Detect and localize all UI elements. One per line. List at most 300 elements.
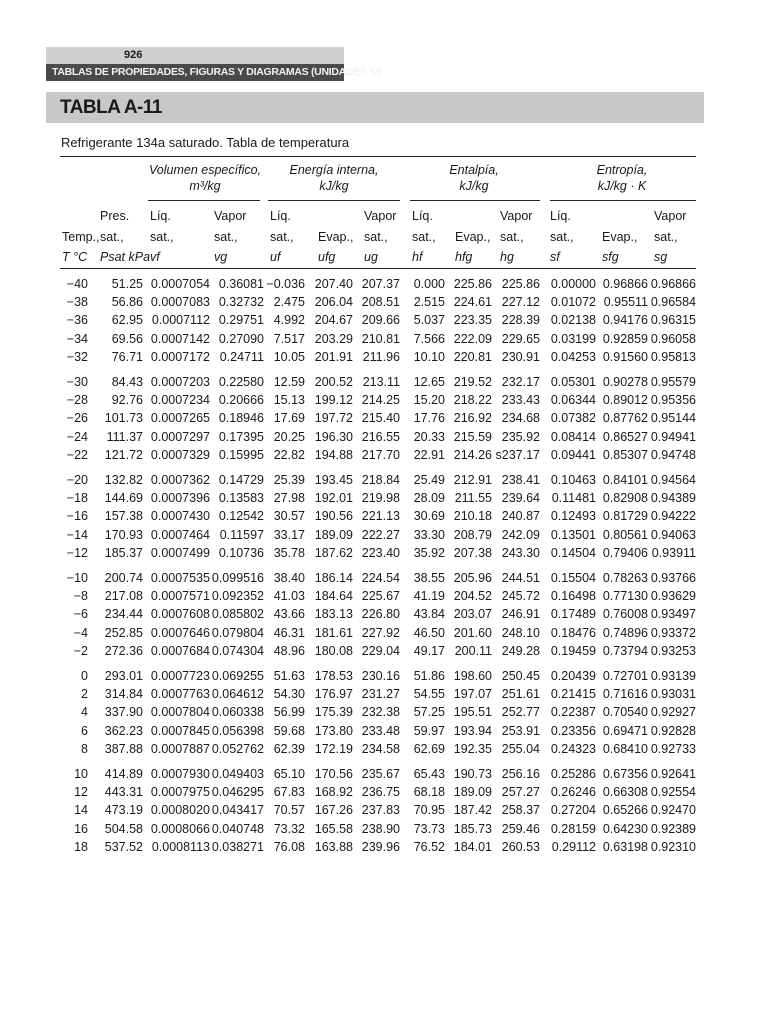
cell-vg: 0.079804 xyxy=(211,625,264,640)
cell-uf: −0.036 xyxy=(266,277,305,291)
cell-sg: 0.92310 xyxy=(650,839,696,854)
cell-uf: 56.99 xyxy=(273,705,305,720)
cell-sfg: 0.74896 xyxy=(602,625,648,640)
cell-vg: 0.32732 xyxy=(218,295,264,310)
cell-sg: 0.96584 xyxy=(650,295,696,310)
cell-ufg: 193.45 xyxy=(314,473,353,487)
cell-temp: 18 xyxy=(74,839,88,854)
page-number: 926 xyxy=(124,49,143,61)
cell-sf: 0.03199 xyxy=(550,331,596,346)
cell-sg: 0.96866 xyxy=(650,277,696,291)
group-entropy-units: kJ/kg · K xyxy=(597,179,647,193)
cell-hf: 51.86 xyxy=(413,669,445,683)
cell-temp: −12 xyxy=(66,545,88,560)
cell-hf: 17.76 xyxy=(413,411,445,426)
group-volume-rule xyxy=(148,200,260,201)
cell-uf: 67.83 xyxy=(273,785,305,800)
cell-hfg: 192.35 xyxy=(453,741,492,756)
header-sg-line2: sat., xyxy=(654,230,678,244)
header-uf-line1: Líq. xyxy=(270,209,291,223)
cell-sg: 0.92641 xyxy=(650,767,696,781)
cell-hfg: 189.09 xyxy=(453,785,492,800)
cell-vg: 0.12542 xyxy=(218,509,264,524)
cell-hf: 35.92 xyxy=(413,545,445,560)
cell-hg: 240.87 xyxy=(501,509,540,524)
header-hf-line1: Líq. xyxy=(412,209,433,223)
cell-hfg: 185.73 xyxy=(453,821,492,836)
cell-ug: 227.92 xyxy=(361,625,400,640)
cell-vf: 0.0007329 xyxy=(150,447,210,462)
cell-hf: 15.20 xyxy=(413,393,445,408)
cell-hfg: 204.52 xyxy=(453,589,492,604)
cell-sf: 0.11481 xyxy=(551,491,596,506)
cell-vf: 0.0007265 xyxy=(150,411,210,426)
cell-ufg: 170.56 xyxy=(314,767,353,781)
cell-sg: 0.93372 xyxy=(650,625,696,640)
cell-sfg: 0.91560 xyxy=(602,349,648,364)
cell-hfg: 205.96 xyxy=(453,571,492,585)
cell-hg: 239.64 xyxy=(501,491,540,506)
header-ug-symbol: ug xyxy=(364,250,378,264)
cell-hg: 258.37 xyxy=(501,803,540,818)
cell-ug: 224.54 xyxy=(361,571,400,585)
cell-temp: −8 xyxy=(73,589,88,604)
cell-sfg: 0.71616 xyxy=(602,687,648,702)
cell-hfg: 200.11 xyxy=(454,643,492,658)
cell-sfg: 0.77130 xyxy=(602,589,648,604)
group-enthalpy xyxy=(408,162,540,194)
cell-ufg: 181.61 xyxy=(314,625,353,640)
cell-pressure: 473.19 xyxy=(104,803,143,818)
header-temp-symbol: T °C xyxy=(62,250,88,264)
cell-temp: 4 xyxy=(81,705,88,720)
cell-sg: 0.95813 xyxy=(650,349,696,364)
cell-sf: 0.14504 xyxy=(550,545,596,560)
cell-hfg: 225.86 xyxy=(453,277,492,291)
cell-hf: 22.91 xyxy=(413,447,445,462)
cell-sfg: 0.78263 xyxy=(602,571,648,585)
cell-vf: 0.0008113 xyxy=(151,839,210,854)
cell-hg: 244.51 xyxy=(501,571,540,585)
cell-temp: −10 xyxy=(66,571,88,585)
cell-sf: 0.26246 xyxy=(550,785,596,800)
cell-vg: 0.064612 xyxy=(211,687,264,702)
cell-pressure: 217.08 xyxy=(104,589,143,604)
cell-ufg: 168.92 xyxy=(314,785,353,800)
cell-temp: −28 xyxy=(66,393,88,408)
cell-sf: 0.08414 xyxy=(550,429,596,444)
cell-temp: −34 xyxy=(66,331,88,346)
cell-sg: 0.96058 xyxy=(650,331,696,346)
cell-hf: 62.69 xyxy=(413,741,445,756)
cell-sg: 0.93253 xyxy=(650,643,696,658)
group-energy-units: kJ/kg xyxy=(319,179,349,193)
cell-vg: 0.092352 xyxy=(211,589,264,604)
cell-hg: 227.12 xyxy=(501,295,540,310)
cell-sg: 0.94941 xyxy=(650,429,696,444)
cell-sf: 0.25286 xyxy=(550,767,596,781)
cell-ug: 213.11 xyxy=(362,375,400,389)
cell-hg: 242.09 xyxy=(501,527,540,542)
cell-vg: 0.052762 xyxy=(211,741,264,756)
group-energy xyxy=(266,162,402,194)
header-temp-line2: Temp., xyxy=(62,230,100,244)
table-label-band xyxy=(46,92,704,123)
cell-sfg: 0.96866 xyxy=(602,277,648,291)
group-volume xyxy=(146,162,264,194)
cell-ug: 232.38 xyxy=(361,705,400,720)
cell-ug: 219.98 xyxy=(361,491,400,506)
cell-pressure: 537.52 xyxy=(104,839,143,854)
header-ufg-symbol: ufg xyxy=(318,250,336,264)
cell-temp: 16 xyxy=(74,821,88,836)
cell-ufg: 199.12 xyxy=(314,393,353,408)
cell-sf: 0.19459 xyxy=(550,643,596,658)
cell-ug: 210.81 xyxy=(361,331,400,346)
cell-ufg: 186.14 xyxy=(314,571,353,585)
cell-vf: 0.0007297 xyxy=(150,429,210,444)
header-vg-line2: sat., xyxy=(214,230,238,244)
cell-pressure: 51.25 xyxy=(111,277,143,291)
header-ug-line1: Vapor xyxy=(364,209,397,223)
cell-hg: 246.91 xyxy=(501,607,540,622)
cell-uf: 70.57 xyxy=(273,803,305,818)
group-entropy-rule xyxy=(550,200,696,201)
cell-pressure: 92.76 xyxy=(111,393,143,408)
cell-sfg: 0.84101 xyxy=(602,473,648,487)
cell-hfg: 207.38 xyxy=(453,545,492,560)
cell-pressure: 121.72 xyxy=(104,447,143,462)
cell-ug: 239.96 xyxy=(361,839,400,854)
cell-ufg: 200.52 xyxy=(314,375,353,389)
cell-pressure: 252.85 xyxy=(104,625,143,640)
cell-ug: 214.25 xyxy=(361,393,400,408)
cell-ug: 208.51 xyxy=(361,295,400,310)
cell-temp: −40 xyxy=(66,277,88,291)
cell-sf: 0.05301 xyxy=(550,375,596,389)
cell-uf: 51.63 xyxy=(273,669,305,683)
cell-sfg: 0.82908 xyxy=(602,491,648,506)
cell-vf: 0.0007535 xyxy=(150,571,210,585)
cell-vf: 0.0007142 xyxy=(150,331,210,346)
cell-sg: 0.93911 xyxy=(651,545,696,560)
cell-ug: 211.96 xyxy=(362,349,400,364)
cell-hf: 59.97 xyxy=(413,723,445,738)
cell-sfg: 0.73794 xyxy=(602,643,648,658)
cell-vg: 0.069255 xyxy=(211,669,264,683)
cell-ufg: 184.64 xyxy=(314,589,353,604)
cell-sfg: 0.81729 xyxy=(602,509,648,524)
cell-uf: 59.68 xyxy=(273,723,305,738)
cell-vg: 0.085802 xyxy=(211,607,264,622)
cell-sf: 0.15504 xyxy=(550,571,596,585)
cell-temp: 0 xyxy=(81,669,88,683)
cell-sfg: 0.67356 xyxy=(602,767,648,781)
cell-vf: 0.0007499 xyxy=(150,545,210,560)
header-hg-symbol: hg xyxy=(500,250,514,264)
cell-uf: 76.08 xyxy=(273,839,305,854)
cell-ug: 229.04 xyxy=(361,643,400,658)
header-sg-line1: Vapor xyxy=(654,209,687,223)
cell-temp: 2 xyxy=(81,687,88,702)
cell-hg: 225.86 xyxy=(501,277,540,291)
cell-hg: 250.45 xyxy=(501,669,540,683)
header-hf-symbol: hf xyxy=(412,250,423,264)
cell-hg: 248.10 xyxy=(501,625,540,640)
cell-hf: 70.95 xyxy=(413,803,445,818)
cell-pressure: 443.31 xyxy=(104,785,143,800)
cell-ufg: 197.72 xyxy=(314,411,353,426)
cell-hf: 65.43 xyxy=(413,767,445,781)
cell-sf: 0.24323 xyxy=(550,741,596,756)
top-rule xyxy=(60,156,696,157)
cell-ug: 235.67 xyxy=(361,767,400,781)
cell-pressure: 200.74 xyxy=(104,571,143,585)
cell-sfg: 0.70540 xyxy=(602,705,648,720)
cell-ug: 217.70 xyxy=(361,447,400,462)
group-volume-title: Volumen específico, xyxy=(148,163,262,177)
cell-sf: 0.27204 xyxy=(550,803,596,818)
cell-sg: 0.92470 xyxy=(650,803,696,818)
cell-hf: 57.25 xyxy=(413,705,445,720)
cell-temp: −6 xyxy=(73,607,88,622)
table-label: TABLA A-11 xyxy=(60,97,162,118)
header-vf-line1: Líq. xyxy=(150,209,171,223)
cell-temp: −30 xyxy=(66,375,88,389)
cell-temp: −18 xyxy=(66,491,88,506)
cell-ufg: 178.53 xyxy=(314,669,353,683)
cell-sf: 0.22387 xyxy=(550,705,596,720)
cell-uf: 22.82 xyxy=(273,447,305,462)
cell-uf: 20.25 xyxy=(273,429,305,444)
cell-temp: −38 xyxy=(66,295,88,310)
cell-hfg: 219.52 xyxy=(453,375,492,389)
cell-vg: 0.15995 xyxy=(218,447,264,462)
cell-uf: 12.59 xyxy=(273,375,305,389)
cell-ufg: 190.56 xyxy=(314,509,353,524)
cell-sf: 0.02138 xyxy=(550,313,596,328)
cell-sfg: 0.79406 xyxy=(602,545,648,560)
cell-hf: 41.19 xyxy=(413,589,445,604)
cell-pressure: 84.43 xyxy=(111,375,143,389)
cell-vg: 0.049403 xyxy=(211,767,264,781)
cell-ufg: 192.01 xyxy=(314,491,353,506)
cell-hfg: 195.51 xyxy=(453,705,492,720)
cell-vg: 0.18946 xyxy=(218,411,264,426)
group-energy-rule xyxy=(268,200,400,201)
cell-ug: 207.37 xyxy=(361,277,400,291)
cell-sg: 0.92554 xyxy=(650,785,696,800)
cell-hfg: 223.35 xyxy=(453,313,492,328)
header-pressure-line2: sat., xyxy=(100,230,124,244)
cell-vf: 0.0008066 xyxy=(150,821,210,836)
cell-ufg: 187.62 xyxy=(314,545,353,560)
cell-pressure: 144.69 xyxy=(104,491,143,506)
cell-sf: 0.06344 xyxy=(550,393,596,408)
cell-hf: 12.65 xyxy=(413,375,445,389)
cell-hfg: 184.01 xyxy=(453,839,492,854)
cell-pressure: 101.73 xyxy=(104,411,143,426)
cell-sf: 0.17489 xyxy=(550,607,596,622)
cell-hg: 228.39 xyxy=(501,313,540,328)
cell-pressure: 56.86 xyxy=(111,295,143,310)
cell-uf: 30.57 xyxy=(273,509,305,524)
cell-hg: 253.91 xyxy=(501,723,540,738)
cell-sfg: 0.65266 xyxy=(602,803,648,818)
cell-sf: 0.10463 xyxy=(550,473,596,487)
cell-ufg: 163.88 xyxy=(314,839,353,854)
cell-sf: 0.21415 xyxy=(550,687,596,702)
cell-vg: 0.043417 xyxy=(211,803,264,818)
cell-ug: 209.66 xyxy=(361,313,400,328)
cell-ufg: 172.19 xyxy=(314,741,353,756)
header-sf-line1: Líq. xyxy=(550,209,571,223)
cell-ug: 237.83 xyxy=(361,803,400,818)
cell-vf: 0.0007464 xyxy=(150,527,210,542)
cell-hf: 20.33 xyxy=(413,429,445,444)
cell-temp: −22 xyxy=(66,447,88,462)
cell-vg: 0.14729 xyxy=(218,473,264,487)
cell-uf: 54.30 xyxy=(273,687,305,702)
cell-sg: 0.95579 xyxy=(650,375,696,389)
cell-ug: 215.40 xyxy=(361,411,400,426)
cell-hfg: 218.22 xyxy=(453,393,492,408)
cell-ug: 222.27 xyxy=(361,527,400,542)
cell-hfg: 216.92 xyxy=(453,411,492,426)
cell-ug: 236.75 xyxy=(361,785,400,800)
cell-temp: −4 xyxy=(73,625,88,640)
cell-vg: 0.10736 xyxy=(218,545,264,560)
cell-sfg: 0.80561 xyxy=(602,527,648,542)
cell-pressure: 314.84 xyxy=(104,687,143,702)
cell-ug: 231.27 xyxy=(361,687,400,702)
cell-vf: 0.0007608 xyxy=(150,607,210,622)
cell-hg: 249.28 xyxy=(501,643,540,658)
cell-pressure: 272.36 xyxy=(104,643,143,658)
cell-vg: 0.040748 xyxy=(211,821,264,836)
cell-hf: 2.515 xyxy=(413,295,445,310)
cell-sfg: 0.76008 xyxy=(602,607,648,622)
cell-vg: 0.11597 xyxy=(219,527,264,542)
cell-temp: −32 xyxy=(66,349,88,364)
cell-sfg: 0.94176 xyxy=(602,313,648,328)
cell-sfg: 0.87762 xyxy=(602,411,648,426)
header-hg-line1: Vapor xyxy=(500,209,533,223)
cell-ufg: 203.29 xyxy=(314,331,353,346)
cell-hf: 5.037 xyxy=(413,313,445,328)
header-hfg-symbol: hfg xyxy=(455,250,473,264)
cell-ug: 223.40 xyxy=(361,545,400,560)
cell-hg: 255.04 xyxy=(501,741,540,756)
cell-hfg: 220.81 xyxy=(453,349,492,364)
cell-ug: 234.58 xyxy=(361,741,400,756)
cell-hfg: 212.91 xyxy=(453,473,492,487)
cell-temp: −24 xyxy=(66,429,88,444)
group-enthalpy-title: Entalpía, xyxy=(449,163,499,177)
cell-vg: 0.060338 xyxy=(211,705,264,720)
cell-sfg: 0.89012 xyxy=(602,393,648,408)
cell-hg: 245.72 xyxy=(501,589,540,604)
cell-sg: 0.92389 xyxy=(650,821,696,836)
cell-ufg: 196.30 xyxy=(314,429,353,444)
cell-vg: 0.24711 xyxy=(219,349,264,364)
cell-vf: 0.0007203 xyxy=(150,375,210,389)
cell-vg: 0.36081 xyxy=(218,277,264,291)
cell-hg: 260.53 xyxy=(501,839,540,854)
cell-hf: 10.10 xyxy=(413,349,445,364)
cell-pressure: 234.44 xyxy=(104,607,143,622)
cell-ufg: 175.39 xyxy=(314,705,353,720)
cell-sg: 0.93629 xyxy=(650,589,696,604)
cell-hf: 49.17 xyxy=(413,643,445,658)
cell-sg: 0.93766 xyxy=(650,571,696,585)
cell-vf: 0.0007083 xyxy=(150,295,210,310)
cell-vg: 0.13583 xyxy=(218,491,264,506)
cell-ufg: 194.88 xyxy=(314,447,353,462)
cell-sg: 0.94564 xyxy=(650,473,696,487)
cell-sf: 0.01072 xyxy=(550,295,596,310)
cell-vf: 0.0007054 xyxy=(150,277,210,291)
cell-sf: 0.20439 xyxy=(550,669,596,683)
cell-uf: 65.10 xyxy=(273,767,305,781)
cell-sf: 0.23356 xyxy=(550,723,596,738)
cell-uf: 73.32 xyxy=(273,821,305,836)
cell-hg: 238.41 xyxy=(501,473,540,487)
cell-temp: 6 xyxy=(81,723,88,738)
cell-hg: 259.46 xyxy=(501,821,540,836)
cell-sg: 0.94748 xyxy=(650,447,696,462)
cell-pressure: 414.89 xyxy=(104,767,143,781)
cell-vf: 0.0007723 xyxy=(150,669,210,683)
cell-ug: 225.67 xyxy=(361,589,400,604)
cell-vf: 0.0007887 xyxy=(150,741,210,756)
header-sfg-line2: Evap., xyxy=(602,230,638,244)
cell-sfg: 0.66308 xyxy=(602,785,648,800)
cell-pressure: 132.82 xyxy=(104,473,143,487)
cell-uf: 48.96 xyxy=(273,643,305,658)
cell-hfg: 201.60 xyxy=(453,625,492,640)
cell-vg: 0.29751 xyxy=(218,313,264,328)
cell-hf: 73.73 xyxy=(413,821,445,836)
cell-sf: 0.28159 xyxy=(550,821,596,836)
cell-sfg: 0.69471 xyxy=(602,723,648,738)
cell-pressure: 170.93 xyxy=(104,527,143,542)
cell-hfg: 210.18 xyxy=(453,509,492,524)
table-caption: Refrigerante 134a saturado. Tabla de temperatura xyxy=(61,135,350,150)
cell-ug: 226.80 xyxy=(361,607,400,622)
cell-hg: 252.77 xyxy=(501,705,540,720)
cell-pressure: 157.38 xyxy=(104,509,143,524)
cell-vf: 0.0008020 xyxy=(150,803,210,818)
cell-vg: 0.038271 xyxy=(211,839,264,854)
page-number-band xyxy=(46,47,344,64)
cell-ufg: 176.97 xyxy=(314,687,353,702)
cell-temp: −14 xyxy=(66,527,88,542)
cell-vg: 0.074304 xyxy=(211,643,264,658)
header-vf-line2: sat., xyxy=(150,230,174,244)
cell-hg: 256.16 xyxy=(501,767,540,781)
cell-vf: 0.0007684 xyxy=(150,643,210,658)
cell-vf: 0.0007763 xyxy=(150,687,210,702)
cell-sf: 0.16498 xyxy=(550,589,596,604)
cell-temp: −36 xyxy=(66,313,88,328)
cell-ug: 230.16 xyxy=(361,669,400,683)
cell-sg: 0.95144 xyxy=(650,411,696,426)
group-energy-title: Energía interna, xyxy=(289,163,379,177)
cell-sf: 0.12493 xyxy=(550,509,596,524)
cell-sfg: 0.90278 xyxy=(602,375,648,389)
cell-sfg: 0.85307 xyxy=(602,447,648,462)
